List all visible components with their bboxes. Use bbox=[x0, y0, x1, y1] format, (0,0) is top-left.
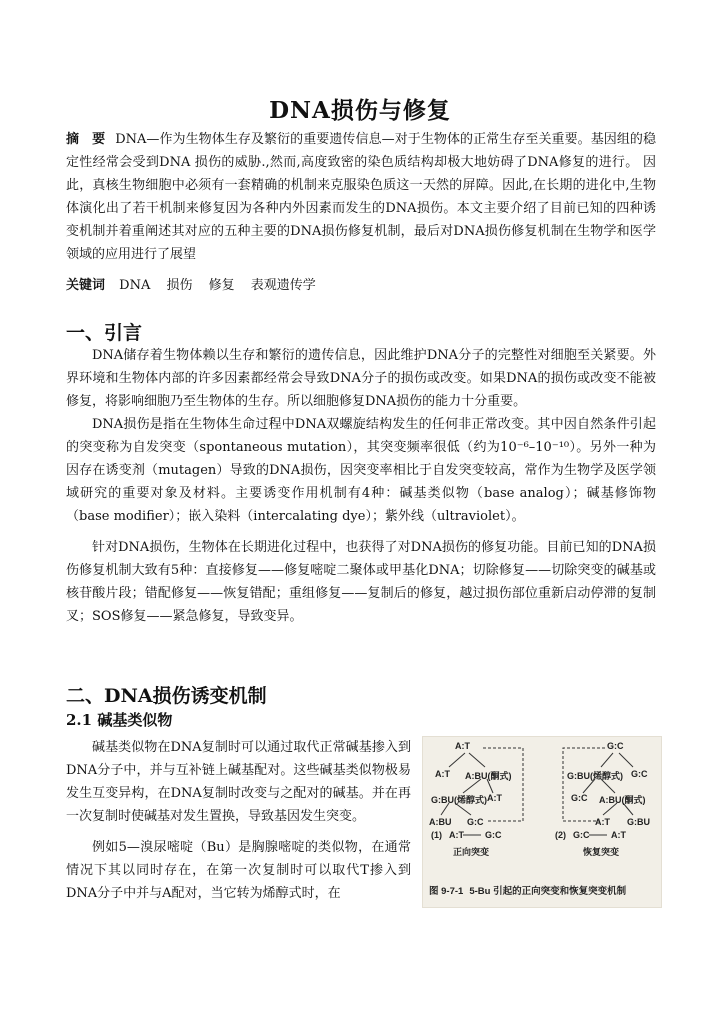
abstract-text: DNA—作为生物体生存及繁衍的重要遗传信息—对于生物体的正常生存至关重要。基因组的稳定性经常会受到DNA 损伤的威胁.,然而,高度致密的染色质结构却极大地妨碍了DNA修复的进行。 因此，真核生物细胞中必须有一套精确的机制来克服染色质这一天然的屏障。因此,在长期的进化中,生物体演化出了若干机制来修复因为各种内外因素而发生的DNA损伤。本文主要介绍了目前已知的四种诱变机制并着重阐述其对应的五种主要的DNA损伤修复机制，最后对DNA损伤修复机制在生物学和医学领域的应用进行了展望 bbox=[66, 132, 656, 262]
fig-node: G:C bbox=[571, 793, 588, 803]
keyword: 修复 bbox=[208, 278, 235, 293]
paper-title: DNA损伤与修复 bbox=[269, 97, 451, 124]
keyword: 表观遗传学 bbox=[250, 278, 316, 293]
fig-node: G:BU(烯醇式) bbox=[567, 771, 623, 781]
keyword: DNA bbox=[119, 278, 151, 293]
intro-body bbox=[66, 344, 656, 628]
paragraph: DNA储存着生物体赖以生存和繁衍的遗传信息，因此维护DNA分子的完整性对细胞至关紧要。外界环境和生物体内部的许多因素都经常会导致DNA分子的损伤或改变。如果DNA的损伤或改变不能被修复，将影响细胞乃至生物体的生存。所以细胞修复DNA损伤的能力十分重要。 bbox=[66, 348, 656, 409]
fig-node: A:BU bbox=[429, 817, 452, 827]
subsection-body bbox=[66, 736, 411, 905]
keywords-label: 关键词 bbox=[66, 278, 106, 293]
figure-caption bbox=[429, 883, 626, 897]
dashed-connector bbox=[563, 748, 605, 821]
section-heading-mechanisms: 二、DNA损伤诱变机制 bbox=[66, 685, 267, 707]
fig-label: 正向突变 bbox=[453, 847, 490, 857]
keywords bbox=[66, 274, 656, 297]
fig-node: A:BU(酮式) bbox=[599, 795, 646, 805]
abstract-label: 摘 要 bbox=[66, 132, 106, 147]
arrow bbox=[449, 753, 465, 767]
figure-arrows bbox=[423, 737, 661, 907]
keyword: 损伤 bbox=[166, 278, 193, 293]
fig-marker: (1) bbox=[431, 830, 442, 840]
fig-node: A:T bbox=[455, 741, 470, 751]
fig-node: A:T bbox=[611, 830, 626, 840]
fig-label: 恢复突变 bbox=[583, 847, 620, 857]
paragraph: 碱基类似物在DNA复制时可以通过取代正常碱基掺入到DNA分子中，并与互补链上碱基配对。这些碱基类似物极易发生互变异构，在DNA复制时改变与之配对的碱基。并在再一次复制时使碱基对发生置换，导致基因发生突变。 bbox=[66, 740, 411, 824]
arrow bbox=[619, 753, 633, 767]
paragraph: DNA损伤是指在生物体生命过程中DNA双螺旋结构发生的任何非正常改变。其中因自然条件引起的突变称为自发突变（spontaneous mutation），其突变频率很低（约为10⁻⁶–10⁻¹⁰）。另外一种为因存在诱变剂（mutagen）导致的DNA损伤，因突变率相比于自发突变较高，常作为生物学及医学领域研究的重要对象及材料。主要诱变作用机制有4种：碱基类似物（base analog）；碱基修饰物（base modifier）；嵌入染料（intercalating dye）；紫外线（ultraviolet）。 bbox=[66, 417, 656, 524]
arrow bbox=[469, 753, 485, 767]
fig-node: G:BU bbox=[627, 817, 650, 827]
fig-node: G:C bbox=[631, 769, 648, 779]
paragraph: 例如5—溴尿嘧啶（Bu）是胸腺嘧啶的类似物，在通常情况下其以同时存在，在第一次复制时可以取代T掺入到DNA分子中并与A配对，当它转为烯醇式时，在 bbox=[66, 840, 411, 901]
fig-node: A:T bbox=[487, 793, 502, 803]
fig-node: A:T bbox=[449, 830, 464, 840]
fig-node: G:C bbox=[607, 741, 624, 751]
fig-node: G:C bbox=[485, 830, 502, 840]
fig-node: G:BU(烯醇式) bbox=[431, 795, 487, 805]
fig-node: A:BU(酮式) bbox=[465, 771, 512, 781]
figure-5bu-mutation bbox=[422, 736, 662, 908]
fig-node: G:C bbox=[573, 830, 590, 840]
figure-caption-text: 5-Bu 引起的正向突变和恢复突变机制 bbox=[469, 886, 627, 897]
fig-node: A:T bbox=[595, 817, 610, 827]
arrow bbox=[601, 753, 613, 767]
paragraph: 针对DNA损伤，生物体在长期进化过程中，也获得了对DNA损伤的修复功能。目前已知的DNA损伤修复机制大致有5种：直接修复——修复嘧啶二聚体或甲基化DNA；切除修复——切除突变的碱基或核苷酸片段；错配修复——恢复错配；重组修复——复制后的修复，越过损伤部位重新启动停滞的复制叉；SOS修复——紧急修复，导致变异。 bbox=[66, 540, 656, 624]
abstract bbox=[66, 128, 656, 266]
figure-number: 图 9-7-1 bbox=[429, 886, 464, 897]
subsection-heading-base-analog: 2.1 碱基类似物 bbox=[66, 711, 173, 729]
fig-node: G:C bbox=[467, 817, 484, 827]
fig-marker: (2) bbox=[555, 830, 566, 840]
fig-node: A:T bbox=[435, 769, 450, 779]
section-heading-intro: 一、引言 bbox=[66, 322, 143, 344]
